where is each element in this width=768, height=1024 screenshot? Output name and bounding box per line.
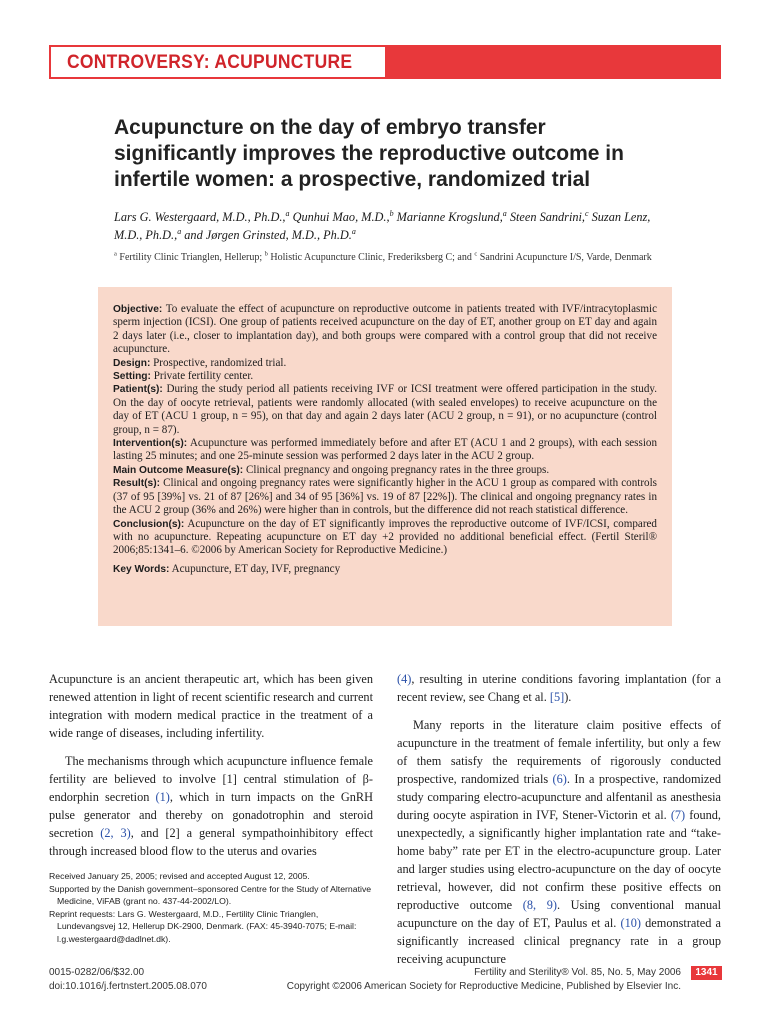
abstract-section [113, 370, 657, 383]
article-title: Acupuncture on the day of embryo transfer significantly improves the reproductive outcome in infertile women: a prospective, randomized trial [114, 116, 624, 191]
footer-left [49, 966, 207, 994]
affil-marker: a [114, 250, 117, 258]
body-text: , and [2] a general sympathoinhibitory effect through increased blood flow to the uterus and ovaries [49, 826, 373, 858]
author-affil-marker: a [351, 226, 356, 236]
affil-marker: c [474, 250, 478, 258]
affiliations [114, 251, 674, 265]
abstract-label: Patient(s): [113, 384, 163, 396]
abstract-text: Private fertility center. [153, 370, 254, 383]
author-name: Lars G. Westergaard, M.D., Ph.D., [114, 210, 286, 224]
body-paragraph [397, 670, 721, 706]
author-affil-marker: a [177, 226, 182, 236]
body-text: , which in turn impacts on the GnRH pulse generator and thereby on gonadotrophin and steroid secretion [49, 790, 373, 840]
footnote-support: Supported by the Danish government–sponsored Centre for the Study of Alternative Medicine, ViFAB (grant no. 437-44-2002/LO). [49, 883, 372, 907]
abstract-label: Intervention(s): [113, 438, 188, 450]
abstract-text: Acupuncture on the day of ET significantly improves the reproductive outcome of IVF/ICSI, compared with no acupuncture. Repeating acupuncture on ET day +2 provided no additional beneficial effect. (Fertil Steril® 2006;85:1341–6. ©2006 by American Society for Reproductive Medicine.) [113, 517, 657, 557]
abstract-section [113, 518, 657, 558]
body-text: demonstrated a significantly increased clinical pregnancy rate in a group receiving acupuncture [397, 916, 722, 966]
author-name: and Jørgen Grinsted, M.D., Ph.D. [184, 228, 352, 242]
abstract-content [113, 303, 657, 576]
abstract-box [98, 287, 672, 626]
abstract-label: Objective: [113, 304, 163, 315]
citation-link[interactable]: (1) [155, 790, 170, 804]
abstract-label: Design: [113, 357, 151, 369]
footnotes [49, 870, 375, 946]
citation-link[interactable]: (2, 3) [100, 826, 131, 840]
journal-info: Fertility and Sterility® Vol. 85, No. 5, May 2006 [474, 967, 681, 978]
body-text: ). [564, 690, 572, 704]
copyright: Copyright ©2006 American Society for Reproductive Medicine, Published by Elsevier Inc. [286, 981, 681, 992]
body-column-left [49, 670, 373, 860]
footer-right [287, 966, 681, 994]
footnote-reprint: Reprint requests: Lars G. Westergaard, M.D., Fertility Clinic Trianglen, Lundevangsvej 12, Hellerup DK-2900, Denmark. (FAX: 45-3940-7075; E-mail: l.g.westergaard@dadlnet.dk). [49, 908, 357, 944]
citation-link[interactable]: (6) [552, 772, 567, 786]
author-affil-marker: c [585, 208, 589, 218]
citation-link[interactable]: (8, 9) [522, 898, 557, 912]
body-text: . In a prospective, randomized study comparing electro-acupuncture and alfentanil as anesthesia during oocyte aspiration in IVF, Stener-Victorin et al. [397, 772, 721, 822]
abstract-text: During the study period all patients receiving IVF or ICSI treatment were offered participation in the study. On the day of oocyte retrieval, patients were randomly allocated (with sealed envelopes) to receive acupuncture on the day of ET (ACU 1 group, n = 95), on that day and again 2 days later (ACU 2 group, n = 91), or no acupuncture (control group, n = 87). [113, 383, 657, 436]
body-text: , resulting in uterine conditions favoring implantation (for a recent review, see Chang et al. [397, 672, 721, 704]
citation-link[interactable]: (7) [670, 808, 686, 822]
author-affil-marker: a [502, 208, 507, 218]
body-paragraph [49, 752, 373, 860]
abstract-section [113, 357, 657, 370]
body-text: Many reports in the literature claim positive effects of acupuncture in the treatment of female infertility, but only a few of them satisfy the requirements of rigorously conducted prospective, randomized trials [397, 718, 721, 786]
footnote-received: Received January 25, 2005; revised and accepted August 12, 2005. [49, 871, 310, 881]
abstract-label: Conclusion(s): [113, 518, 185, 530]
abstract-label: Main Outcome Measure(s): [113, 464, 244, 476]
body-text: Acupuncture is an ancient therapeutic art, which has been given renewed attention in light of recent scientific research and current integration with modern medical practice in the treatment of a wide range of diseases, including infertility. [49, 672, 373, 740]
section-label: CONTROVERSY: ACUPUNCTURE [67, 52, 353, 73]
body-paragraph [49, 670, 373, 742]
body-text: found, unexpectedly, a significantly higher implantation rate and “take-home baby” rate per ET in the electro-acupuncture group. Later and larger studies using electro-acupuncture on the day of oocyte retrieval, however, did not confirm these positive effects on reproductive outcome [397, 808, 721, 912]
author-name: Steen Sandrini, [509, 210, 585, 224]
affil-text: Sandrini Acupuncture I/S, Varde, Denmark [479, 252, 652, 263]
abstract-section [113, 464, 657, 477]
author-name: Suzan Lenz, M.D., Ph.D., [114, 210, 651, 242]
body-text: The mechanisms through which acupuncture influence female fertility are believed to involve [1] central stimulation of β-endorphin secretion [49, 754, 373, 804]
abstract-text: Prospective, randomized trial. [153, 356, 287, 369]
affil-marker: b [264, 250, 268, 258]
abstract-section [113, 303, 657, 357]
abstract-section [113, 563, 657, 576]
abstract-text: Acupuncture, ET day, IVF, pregnancy [171, 562, 341, 575]
abstract-section [113, 477, 657, 517]
author-name: Qunhui Mao, M.D., [292, 210, 390, 224]
citation-link[interactable]: (10) [620, 916, 642, 930]
abstract-text: Clinical pregnancy and ongoing pregnancy rates in the three groups. [245, 463, 550, 476]
affil-text: Fertility Clinic Trianglen, Hellerup; [119, 252, 265, 263]
author-list [114, 208, 674, 244]
section-label-box [49, 45, 387, 79]
doi[interactable]: doi:10.1016/j.fertnstert.2005.08.070 [49, 981, 207, 992]
body-text: . Using conventional manual acupuncture on the day of ET, Paulus et al. [397, 898, 722, 930]
abstract-label: Setting: [113, 371, 151, 383]
affil-text: Holistic Acupuncture Clinic, Frederiksberg C; and [270, 252, 475, 263]
abstract-label: Result(s): [113, 478, 160, 490]
abstract-label: Key Words: [113, 563, 170, 575]
author-affil-marker: a [285, 208, 290, 218]
citation-link[interactable]: [5] [549, 690, 565, 704]
issn: 0015-0282/06/$32.00 [49, 967, 145, 978]
abstract-text: To evaluate the effect of acupuncture on reproductive outcome in patients treated with IVF/intracytoplasmic sperm injection (ICSI). One group of patients received acupuncture on the day of ET, another group on ET day and again 2 days later (i.e., closer to implantation day), and both groups were compared with a control group that did not receive acupuncture. [113, 303, 657, 356]
body-paragraph [397, 716, 721, 968]
abstract-section [113, 383, 657, 437]
abstract-text: Clinical and ongoing pregnancy rates were significantly higher in the ACU 1 group as compared with controls (37 of 95 [39%] vs. 21 of 87 [26%] and 34 of 95 [36%] vs. 19 of 87 [22%]). The clinical and ongoing pregnancy rates in the ACU 2 group (36% and 26%) were higher than in controls, but the difference did not reach statistical difference. [113, 477, 657, 517]
author-affil-marker: b [389, 208, 394, 218]
abstract-text: Acupuncture was performed immediately before and after ET (ACU 1 and 2 groups), with each session lasting 25 minutes; and one 25-minute session was performed 2 days later in the ACU 2 group. [113, 437, 657, 463]
body-column-right [397, 670, 721, 968]
page-number: 1341 [691, 966, 722, 980]
section-banner [49, 45, 721, 79]
abstract-section [113, 437, 657, 464]
author-name: Marianne Krogslund, [396, 210, 503, 224]
citation-link[interactable]: (4) [397, 672, 412, 686]
